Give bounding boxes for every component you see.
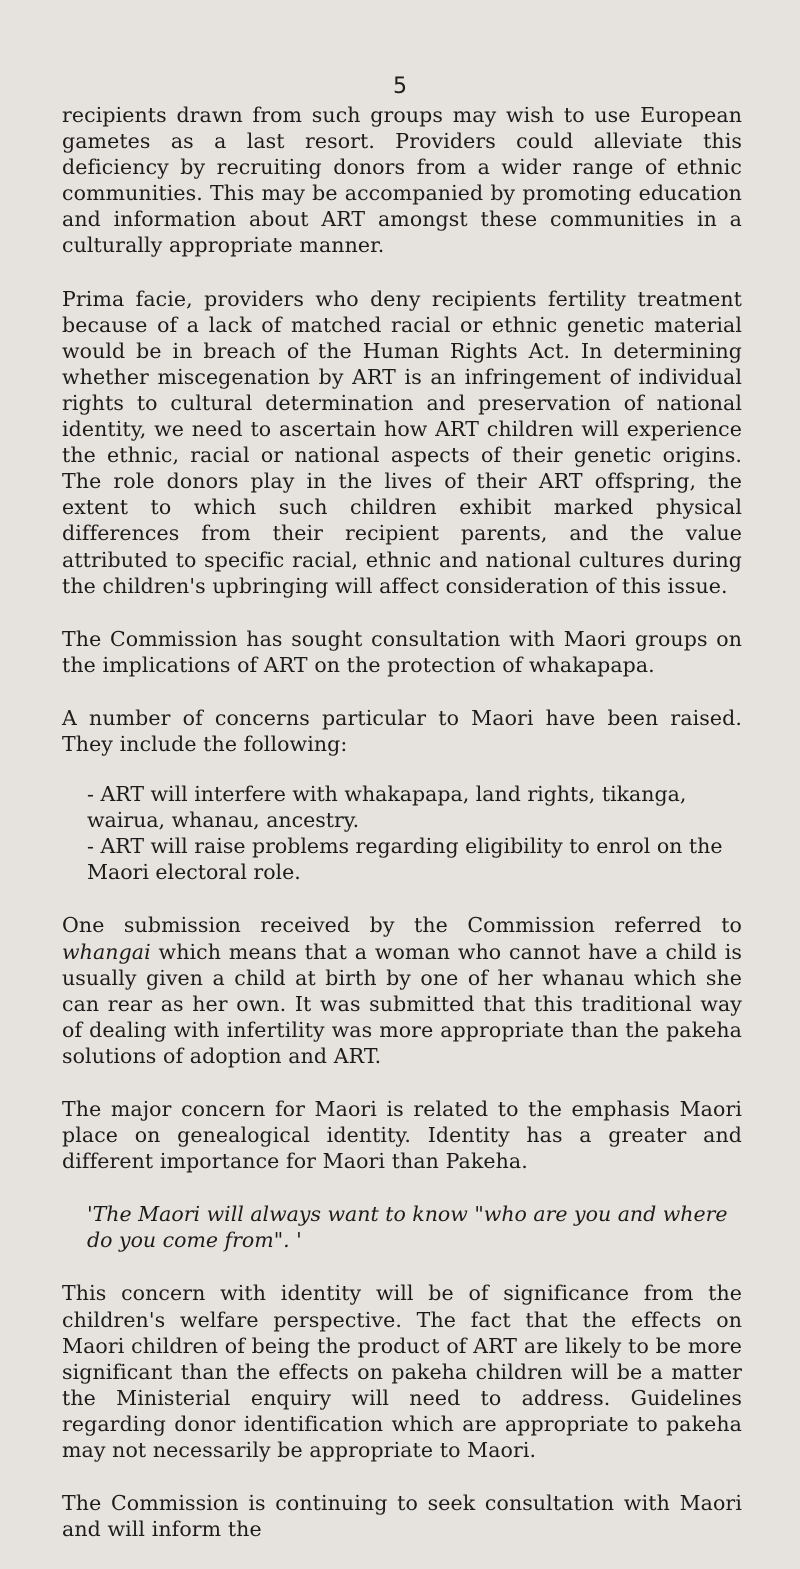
quote: 'The Maori will always want to know "who are you and where do you come from". ' — [87, 1202, 728, 1253]
paragraph-welfare: This concern with identity will be of significance from the children's welfare perspective. The fact that the effects on Maori children of being the product of ART are likely to be more significant than the effects on pakeha children will be a matter the Ministerial enquiry will need to address. Guidelines regarding donor identification which are appropriate to pakeha may not necessarily be appropriate to Maori. — [62, 1281, 742, 1463]
page-number: 5 — [393, 74, 407, 99]
paragraph-concerns-intro: A number of concerns particular to Maori have been raised. They include the following: — [62, 705, 742, 756]
list-item: - ART will interfere with whakapapa, land rights, tikanga, wairua, whanau, ancestry. — [87, 782, 687, 833]
term-whangai: whangai — [62, 939, 151, 964]
concerns-list — [62, 781, 742, 885]
paragraph-identity: The major concern for Maori is related to the emphasis Maori place on genealogical identity. Identity has a greater and different importance for Maori than Pakeha. — [62, 1097, 742, 1174]
body-text — [62, 102, 742, 1569]
paragraph-whangai — [62, 912, 742, 1069]
paragraph-whangai-lead: One submission received by the Commission referred to — [62, 913, 742, 938]
paragraph-human-rights: Prima facie, providers who deny recipients fertility treatment because of a lack of matched racial or ethnic genetic material would be in breach of the Human Rights Act. In determining whether miscegenation by ART is an infringement of individual rights to cultural determination and preservation of national identity, we need to ascertain how ART children will experience the ethnic, racial or national aspects of their genetic origins. The role donors play in the lives of their ART offspring, the extent to which such children exhibit marked physical differences from their recipient parents, and the value attributed to specific racial, ethnic and national cultures during the children's upbringing will affect consideration of this issue. — [62, 286, 742, 598]
paragraph-gametes: recipients drawn from such groups may wish to use European gametes as a last resort. Providers could alleviate this deficiency by recruiting donors from a wider range of ethnic communities. This may be accompanied by promoting education and information about ART amongst these communities in a culturally appropriate manner. — [62, 103, 742, 258]
list-item: - ART will raise problems regarding eligibility to enrol on the Maori electoral role. — [87, 834, 723, 885]
paragraph-continuing: The Commission is continuing to seek consultation with Maori and will inform the — [62, 1491, 742, 1542]
paragraph-whangai-rest: which means that a woman who cannot have a child is usually given a child at birth by one of her whanau which she can rear as her own. It was submitted that this traditional way of dealing with infertility was more appropriate than the pakeha solutions of adoption and ART. — [62, 939, 742, 1068]
paragraph-consultation: The Commission has sought consultation with Maori groups on the implications of ART on the protection of whakapapa. — [62, 626, 742, 677]
